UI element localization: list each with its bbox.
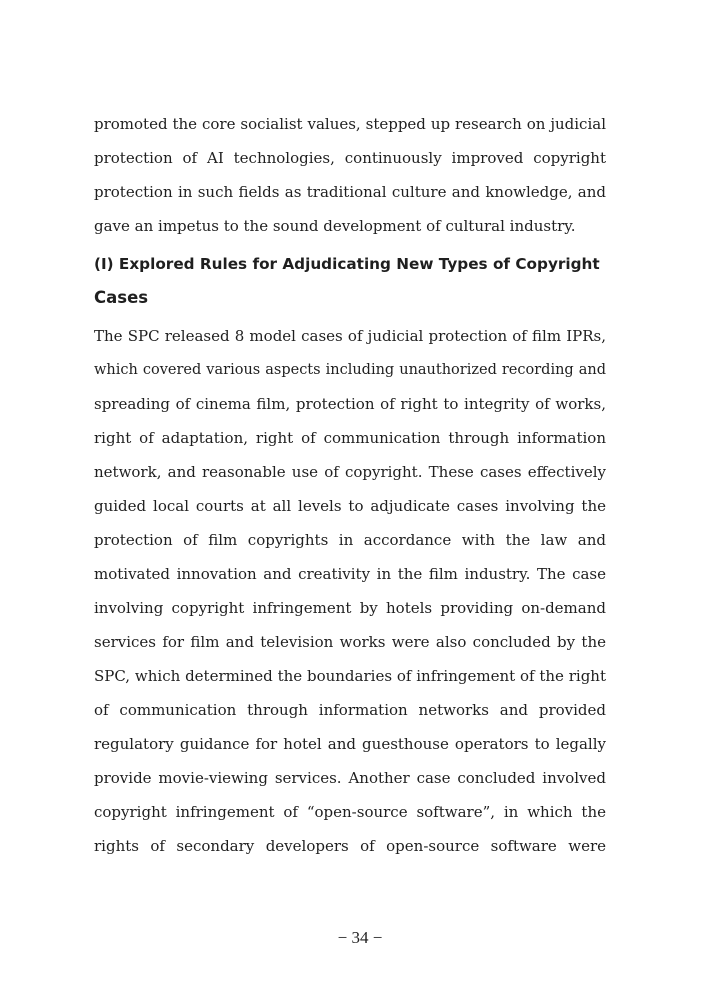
paragraph-model-cases — [94, 319, 606, 863]
text-line: guided local courts at all levels to adjudicate cases involving the — [94, 497, 606, 515]
text-line: The SPC released 8 model cases of judicial protection of film IPRs, — [94, 327, 606, 345]
heading-line: (I) Explored Rules for Adjudicating New Types of Copyright — [94, 255, 600, 273]
text-line: copyright infringement of “open-source software”, in which the — [94, 803, 606, 821]
text-line: protection of film copyrights in accordance with the law and — [94, 531, 606, 549]
page-body — [94, 107, 606, 863]
text-line: regulatory guidance for hotel and guesthouse operators to legally — [94, 735, 606, 753]
page-number: − 34 − — [337, 928, 383, 947]
text-line: involving copyright infringement by hotels providing on-demand — [94, 599, 606, 617]
text-line: spreading of cinema film, protection of right to integrity of works, — [94, 395, 606, 413]
text-line: network, and reasonable use of copyright. These cases effectively — [94, 463, 606, 481]
text-line: provide movie-viewing services. Another case concluded involved — [94, 769, 606, 787]
text-line: gave an impetus to the sound development of cultural industry. — [94, 217, 576, 235]
text-line: protection in such fields as traditional culture and knowledge, and — [94, 183, 606, 201]
text-line: which covered various aspects including unauthorized recording and — [94, 362, 606, 378]
text-line: SPC, which determined the boundaries of infringement of the right — [94, 667, 606, 685]
text-line: protection of AI technologies, continuously improved copyright — [94, 149, 606, 167]
text-line: right of adaptation, right of communication through information — [94, 429, 606, 447]
section-heading — [94, 247, 606, 315]
text-line: of communication through information networks and provided — [94, 701, 606, 719]
text-line: motivated innovation and creativity in the film industry. The case — [94, 565, 606, 583]
text-line: promoted the core socialist values, stepped up research on judicial — [94, 115, 606, 133]
text-line: services for film and television works were also concluded by the — [94, 633, 606, 651]
heading-line: Cases — [94, 288, 149, 307]
paragraph-intro — [94, 107, 606, 243]
text-line: rights of secondary developers of open-source software were — [94, 837, 606, 855]
